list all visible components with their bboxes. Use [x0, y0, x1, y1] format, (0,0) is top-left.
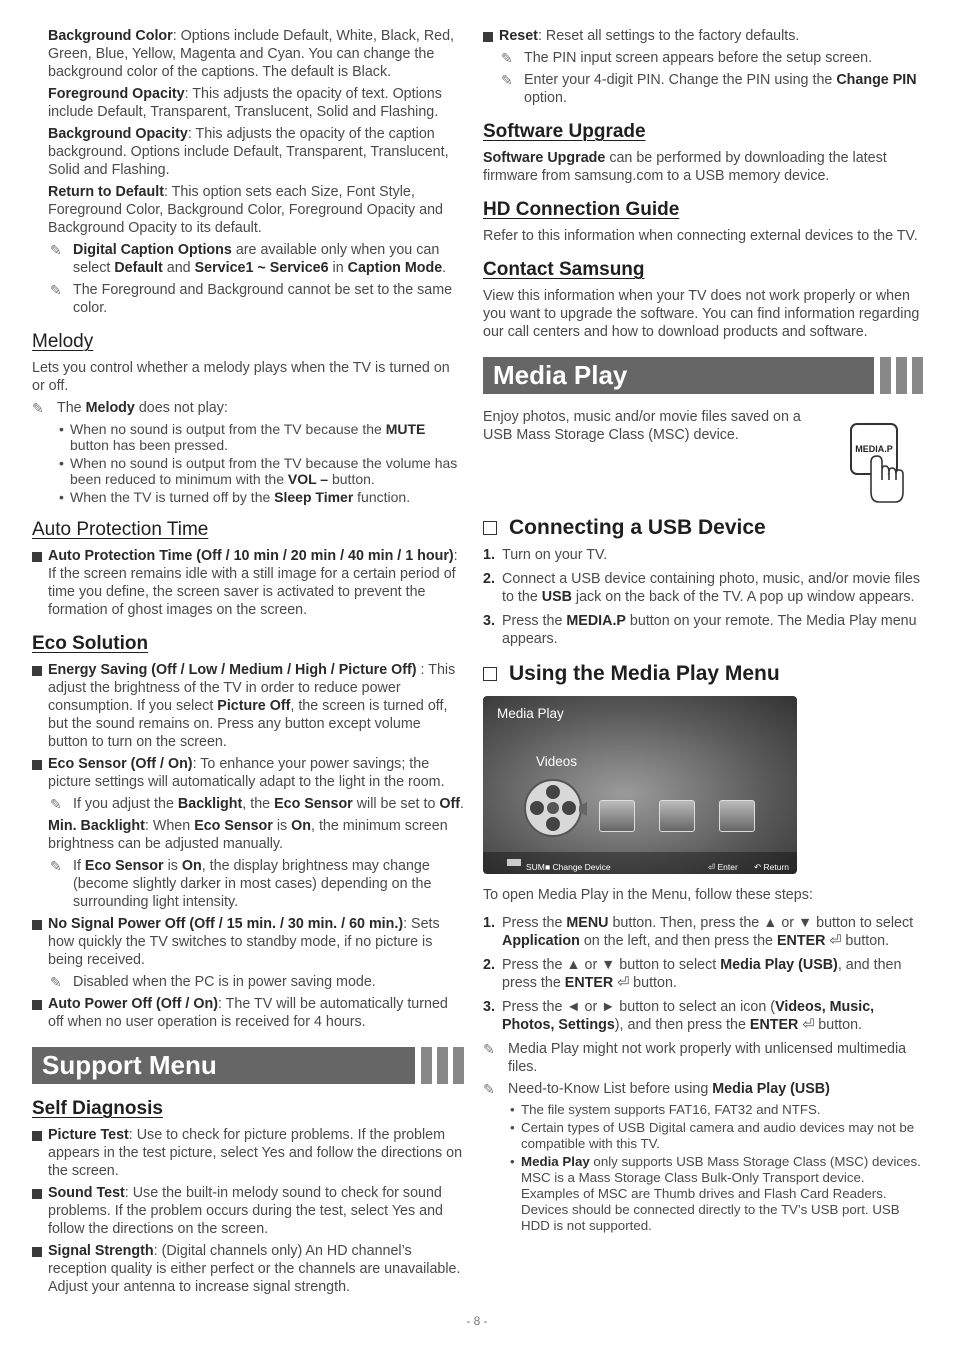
right-column — [483, 27, 923, 1236]
banner-stripe — [421, 1047, 432, 1084]
auto-protection-heading: Auto Protection Time — [32, 519, 209, 540]
screen-videos-label: Videos — [536, 754, 578, 769]
remote-label: MEDIA.P — [855, 444, 893, 454]
usb-step-3: 3. Press the MEDIA.P button on your remote. The Media Play menu appears. — [483, 613, 917, 647]
menu-step-2: 2. Press the ▲ or ▼ button to select Media Play (USB), and then press the ENTER ⏎ button. — [483, 957, 902, 991]
return-to-default-item: Return to Default: This option sets each Size, Font Style, Foreground Color, Background Color, Foreground Opacity and Background Opacity to its default. — [48, 184, 443, 236]
energy-saving-item: Energy Saving (Off / Low / Medium / High / Picture Off) : This adjust the brightness of the TV in order to reduce power consumption. If you select Picture Off, the screen is turned off, but the sound remains on. Press any button except volume button to turn on the screen. — [32, 661, 464, 751]
square-bullet-icon — [32, 552, 42, 562]
screen-return: ↶ Return — [754, 862, 789, 872]
pencil-note-icon: ✎ — [32, 400, 44, 416]
media-play-title: Media Play — [483, 357, 874, 394]
melody-heading: Melody — [32, 331, 94, 352]
no-signal-power-off-item: No Signal Power Off (Off / 15 min. / 30 min. / 60 min.): Sets how quickly the TV switches to standby mode, if no picture is being received. — [32, 915, 464, 969]
note-fg-bg-color: ✎ The Foreground and Background cannot be set to the same color. — [50, 282, 453, 316]
menu-step-1: 1. Press the MENU button. Then, press the ▲ or ▼ button to select Application on the left, and then press the ENTER ⏎ button. — [483, 915, 914, 949]
remote-media-p-icon — [849, 422, 909, 506]
min-backlight-item: Min. Backlight: When Eco Sensor is On, the minimum screen brightness can be adjusted manually. — [48, 818, 448, 852]
software-upgrade-heading: Software Upgrade — [483, 121, 646, 142]
banner-stripe — [880, 357, 891, 394]
pencil-note-icon: ✎ — [50, 796, 62, 812]
square-bullet-icon — [32, 760, 42, 770]
pencil-note-icon: ✎ — [501, 72, 513, 88]
screen-footer — [483, 852, 797, 874]
music-icon — [599, 800, 635, 832]
screen-sum-label: SUM — [526, 862, 545, 872]
pencil-note-icon: ✎ — [483, 1041, 495, 1057]
foreground-opacity-item: Foreground Opacity: This adjusts the opacity of text. Options include Default, Transparent, Translucent, Solid and Flashing. — [48, 86, 442, 120]
banner-stripe — [896, 357, 907, 394]
media-play-banner — [483, 357, 923, 394]
usb-device-icon — [507, 859, 521, 866]
list-item: • When no sound is output from the TV because the MUTE button has been pressed. — [59, 421, 426, 453]
menu-step-3: 3. Press the ◄ or ► button to select an icon (Videos, Music, Photos, Settings), and then press the ENTER ⏎ button. — [483, 999, 875, 1033]
list-item: • When the TV is turned off by the Sleep Timer function. — [59, 489, 411, 505]
connecting-usb-heading: Connecting a USB Device — [483, 516, 923, 540]
square-bullet-icon — [32, 920, 42, 930]
eco-sensor-note: ✎ If you adjust the Backlight, the Eco Sensor will be set to Off. — [50, 796, 465, 812]
screen-title: Media Play — [497, 706, 564, 721]
picture-test-item: Picture Test: Use to check for picture problems. If the problem appears in the test picture, select Yes and follow the directions on the screen. — [32, 1126, 464, 1180]
media-play-intro — [483, 408, 923, 502]
banner-stripe — [453, 1047, 464, 1084]
pencil-note-icon: ✎ — [50, 858, 62, 874]
usb-step-2: 2. Connect a USB device containing photo, music, and/or movie files to the USB jack on the back of the TV. A pop up window appears. — [483, 571, 921, 605]
pencil-note-icon: ✎ — [50, 242, 62, 258]
list-item: • When no sound is output from the TV because the volume has been reduced to minimum with the VOL – button. — [59, 455, 458, 487]
pencil-note-icon: ✎ — [50, 282, 62, 298]
list-item: • Certain types of USB Digital camera and audio devices may not be compatible with this TV. — [510, 1120, 915, 1151]
hd-connection-heading: HD Connection Guide — [483, 199, 680, 220]
open-media-play-text: To open Media Play in the Menu, follow these steps: — [483, 887, 813, 903]
support-menu-banner — [32, 1047, 464, 1084]
support-menu-title: Support Menu — [32, 1047, 415, 1084]
auto-power-off-item: Auto Power Off (Off / On): The TV will be automatically turned off when no user operation is received for 4 hours. — [32, 995, 464, 1031]
square-bullet-icon — [32, 1247, 42, 1257]
software-upgrade-desc: Software Upgrade can be performed by downloading the latest firmware from samsung.com to a USB memory device. — [483, 150, 887, 184]
eco-solution-heading: Eco Solution — [32, 633, 149, 654]
reset-note-change-pin: ✎ Enter your 4-digit PIN. Change the PIN using the Change PIN option. — [501, 72, 917, 106]
enter-icon: ⏎ — [613, 975, 630, 991]
sound-test-item: Sound Test: Use the built-in melody sound to check for sound problems. If the problem occurs during the test, select Yes and follow the directions on the screen. — [32, 1184, 464, 1238]
media-play-screenshot — [483, 696, 797, 874]
banner-stripe — [437, 1047, 448, 1084]
square-bullet-icon — [32, 1131, 42, 1141]
photos-icon — [659, 800, 695, 832]
pencil-note-icon: ✎ — [501, 50, 513, 66]
checkbox-square-icon — [483, 667, 497, 681]
auto-protection-item: Auto Protection Time (Off / 10 min / 20 min / 40 min / 1 hour): If the screen remains idle with a still image for a certain period of time you define, the screen saver is activated to prevent the formation of ghost images on the screen. — [32, 547, 464, 619]
square-bullet-icon — [32, 1189, 42, 1199]
settings-icon — [719, 800, 755, 832]
background-opacity-item: Background Opacity: This adjusts the opacity of the caption background. Options include Default, Transparent, Translucent, Solid and Flashing. — [48, 126, 449, 178]
using-media-play-heading: Using the Media Play Menu — [483, 662, 923, 686]
background-color-item: Background Color: Options include Default, White, Black, Red, Green, Blue, Yellow, Magenta and Cyan. You can change the background color of the captions. The default is Black. — [48, 28, 455, 80]
square-bullet-icon — [483, 32, 493, 42]
media-play-note-unlicensed: ✎ Media Play might not work properly with unlicensed multimedia files. — [483, 1041, 907, 1075]
list-item: • The file system supports FAT16, FAT32 and NTFS. — [510, 1102, 821, 1117]
hd-connection-desc: Refer to this information when connecting external devices to the TV. — [483, 228, 918, 244]
screen-enter: ⏎ Enter — [708, 862, 738, 872]
melody-note: ✎ The Melody does not play: — [32, 400, 228, 416]
list-item: • Media Play only supports USB Mass Storage Class (MSC) devices. MSC is a Mass Storage Class Bulk-Only Transport device. Examples of MSC are Thumb drives and Flash Card Readers. Devices should be connected directly to the TV’s USB port. USB HDD is not supported. — [510, 1154, 921, 1233]
no-signal-note: ✎ Disabled when the PC is in power saving mode. — [50, 974, 376, 990]
square-bullet-icon — [32, 666, 42, 676]
reset-note-pin-screen: ✎ The PIN input screen appears before the setup screen. — [501, 50, 873, 66]
screen-change-device: ■ Change Device — [545, 862, 611, 872]
reset-item: Reset: Reset all settings to the factory defaults. — [483, 27, 923, 45]
left-column — [32, 27, 464, 1300]
media-play-intro-text: Enjoy photos, music and/or movie files saved on a USB Mass Storage Class (MSC) device. — [483, 409, 801, 443]
contact-samsung-heading: Contact Samsung — [483, 259, 645, 280]
media-play-note-need-to-know: ✎ Need-to-Know List before using Media Play (USB) — [483, 1081, 830, 1097]
enter-icon: ⏎ — [798, 1017, 815, 1033]
signal-strength-item: Signal Strength: (Digital channels only) An HD channel’s reception quality is either perfect or the channels are unavailable. Adjust your antenna to increase signal strength. — [32, 1242, 464, 1296]
contact-samsung-desc: View this information when your TV does not work properly or when you want to upgrade the software. You can find information regarding our call centers and how to download products and software. — [483, 288, 920, 340]
pencil-note-icon: ✎ — [483, 1081, 495, 1097]
min-backlight-note: ✎ If Eco Sensor is On, the display brightness may change (become slightly darker in most cases) depending on the surrounding light intensity. — [50, 858, 432, 910]
pencil-note-icon: ✎ — [50, 974, 62, 990]
usb-step-1: 1. Turn on your TV. — [483, 547, 608, 563]
page-number: - 8 - — [466, 1314, 488, 1328]
enter-icon: ⏎ — [825, 933, 842, 949]
film-reel-icon — [523, 776, 587, 840]
checkbox-square-icon — [483, 521, 497, 535]
note-digital-caption: ✎ Digital Caption Options are available only when you can select Default and Service1 ~ Service6 in Caption Mode. — [50, 242, 447, 276]
melody-desc: Lets you control whether a melody plays when the TV is turned on or off. — [32, 360, 450, 394]
banner-stripe — [912, 357, 923, 394]
eco-sensor-item: Eco Sensor (Off / On): To enhance your power savings; the picture settings will automatically adapt to the light in the room. — [32, 755, 464, 791]
self-diagnosis-heading: Self Diagnosis — [32, 1098, 163, 1119]
square-bullet-icon — [32, 1000, 42, 1010]
